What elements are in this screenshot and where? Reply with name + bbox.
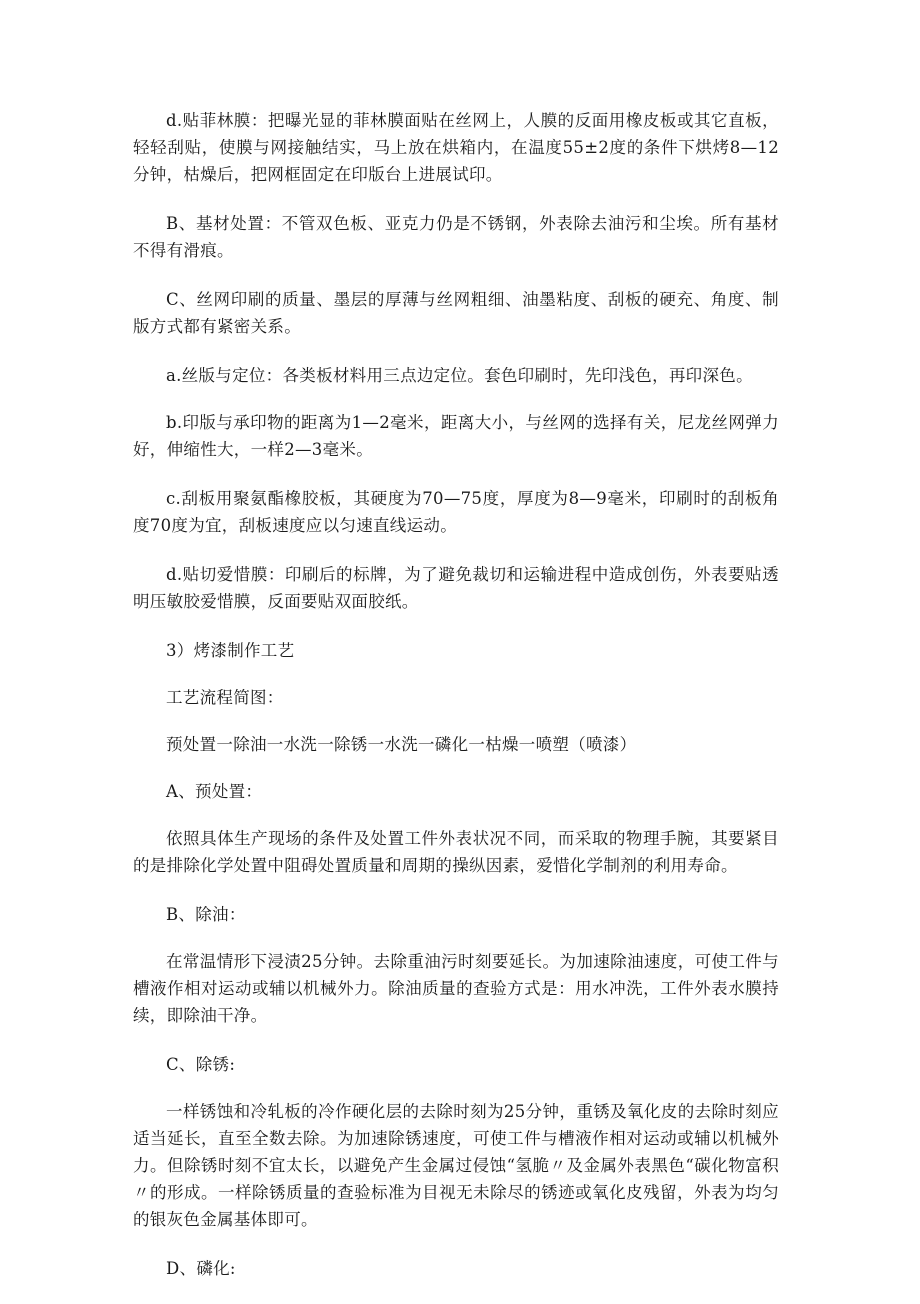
paragraph-process-flow-label: 工艺流程简图： <box>166 688 284 707</box>
paragraph-pretreatment-body: 依照具体生产现场的条件及处置工件外表状况不同，而采取的物理手腕，其要紧目的是排除化学处置中阻碍处置质量和周期的操纵因素，爱惜化学制剂的利用寿命。 <box>133 829 779 875</box>
paragraph-c-squeegee: c.刮板用聚氨酯橡胶板，其硬度为70—75度，厚度为8—9毫米，印刷时的刮板角度70度为宜，刮板速度应以匀速直线运动。 <box>133 489 779 535</box>
heading-c-rust-removal: C、除锈: <box>166 1055 236 1074</box>
paragraph-process-flow: 预处置一除油一水洗一除锈一水洗一磷化一枯燥一喷塑（喷漆） <box>166 735 637 754</box>
heading-b-degreasing: B、除油： <box>166 905 246 924</box>
document-body <box>133 107 779 1304</box>
paragraph-c-screen-printing-quality: C、丝网印刷的质量、墨层的厚薄与丝网粗细、油墨粘度、刮板的硬充、角度、制版方式都有紧密关系。 <box>133 290 779 336</box>
paragraph-a-screen-positioning: a.丝版与定位：各类板材料用三点边定位。套色印刷时，先印浅色，再印深色。 <box>166 366 753 385</box>
paragraph-b-plate-distance: b.印版与承印物的距离为1—2毫米，距离大小，与丝网的选择有关，尼龙丝网弹力好，伸缩性大，一样2—3毫米。 <box>133 413 779 459</box>
paragraph-rust-removal-body: 一样锈蚀和冷轧板的冷作硬化层的去除时刻为25分钟，重锈及氧化皮的去除时刻应适当延长，直至全数去除。为加速除锈速度，可使工件与槽液作相对运动或辅以机械外力。但除锈时刻不宜太长，以避免产生金属过侵蚀“氢脆〃及金属外表黑色“碳化物富积〃的形成。一样除锈质量的查验标准为目视无未除尽的锈迹或氧化皮残留，外表为均匀的银灰色金属基体即可。 <box>133 1102 779 1229</box>
paragraph-b-substrate-treatment: B、基材处置：不管双色板、亚克力仍是不锈钢，外表除去油污和尘埃。所有基材不得有滑痕。 <box>133 214 779 260</box>
paragraph-d-film-application: d.贴菲林膜：把曝光显的菲林膜面贴在丝网上，人膜的反面用橡皮板或其它直板，轻轻刮贴，使膜与网接触结实，马上放在烘箱内，在温度55±2度的条件下烘烤8—12分钟，枯燥后，把网框固定在印版台上进展试印。 <box>133 111 779 184</box>
paragraph-degreasing-body: 在常温情形下浸渍25分钟。去除重油污时刻要延长。为加速除油速度，可使工件与槽液作相对运动或辅以机械外力。除油质量的查验方式是：用水冲洗，工件外表水膜持续，即除油干净。 <box>133 952 779 1025</box>
paragraph-d-protective-film: d.贴切爱惜膜：印刷后的标牌，为了避免裁切和运输进程中造成创伤，外表要贴透明压敏胶爱惜膜，反面要贴双面胶纸。 <box>133 565 779 611</box>
heading-d-phosphating: D、磷化: <box>166 1259 236 1278</box>
heading-a-pretreatment: A、预处置： <box>166 782 263 801</box>
section-heading-baking-paint: 3）烤漆制作工艺 <box>166 641 295 660</box>
